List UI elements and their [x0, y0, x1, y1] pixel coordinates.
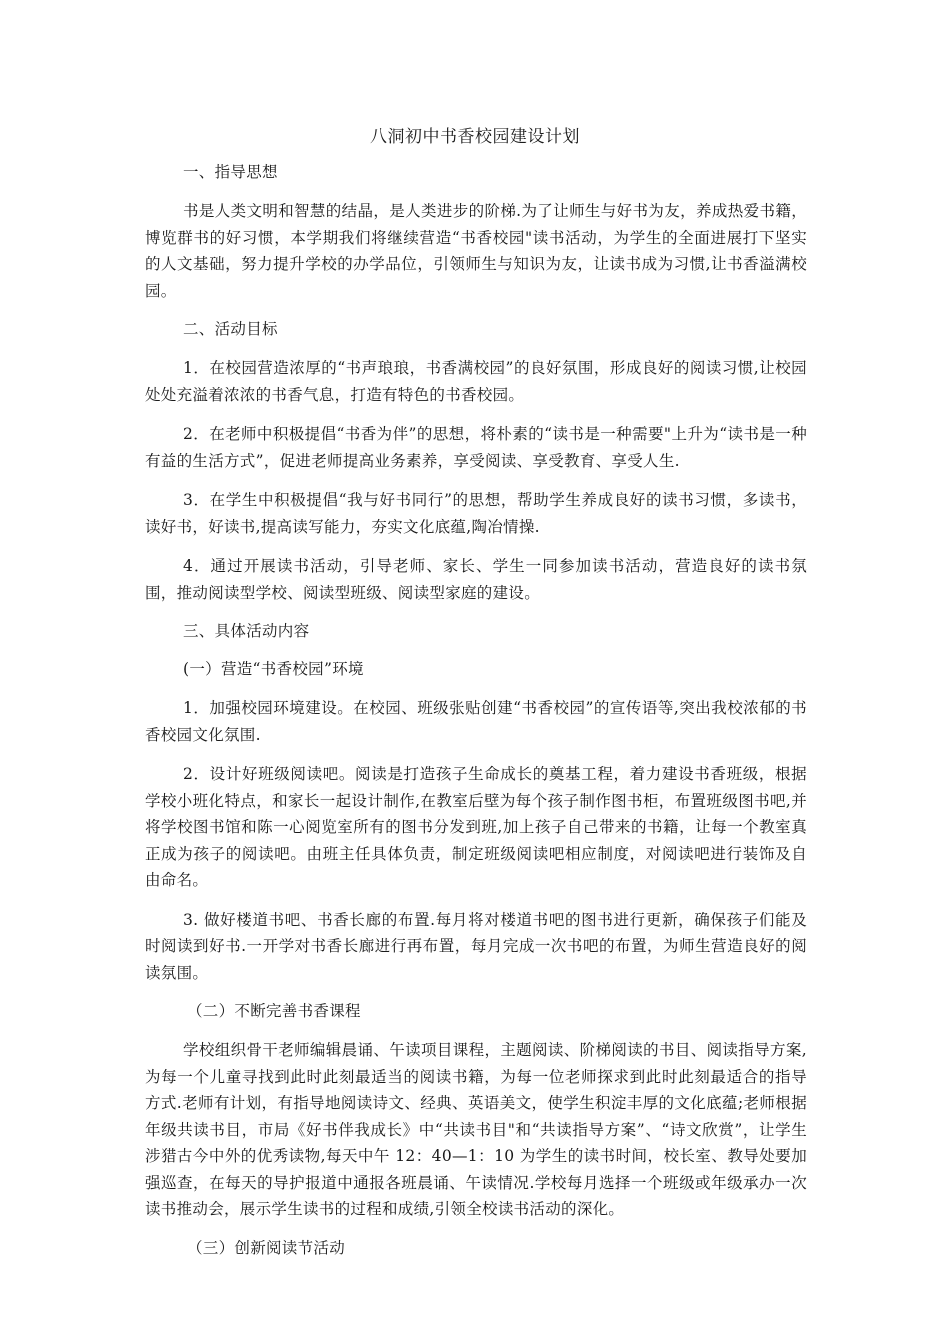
paragraph: 2．设计好班级阅读吧。阅读是打造孩子生命成长的奠基工程，着力建设书香班级，根据学校小班化特点，和家长一起设计制作,在教室后壁为每个孩子制作图书柜，布置班级图书吧,并将学校图书馆和陈一心阅览室所有的图书分发到班,加上孩子自己带来的书籍，让每一个教室真正成为孩子的阅读吧。由班主任具体负责，制定班级阅读吧相应制度，对阅读吧进行装饰及自由命名。 [145, 765, 807, 889]
document-title: 八洞初中书香校园建设计划 [370, 127, 580, 147]
paragraph: 2．在老师中积极提倡“书香为伴”的思想，将朴素的“读书是一种需要"上升为“读书是一种有益的生活方式”，促进老师提高业务素养，享受阅读、享受教育、享受人生. [145, 425, 807, 470]
paragraph: 1．加强校园环境建设。在校园、班级张贴创建“书香校园”的宣传语等,突出我校浓郁的书香校园文化氛围. [145, 699, 807, 744]
paragraph: 书是人类文明和智慧的结晶，是人类进步的阶梯.为了让师生与好书为友，养成热爱书籍，博览群书的好习惯，本学期我们将继续营造“书香校园"读书活动，为学生的全面进展打下坚实的人文基础，努力提升学校的办学品位，引领师生与知识为友，让读书成为习惯,让书香溢满校园。 [145, 202, 807, 300]
document-body [145, 160, 807, 1274]
paragraph: 3．在学生中积极提倡“我与好书同行”的思想，帮助学生养成良好的读书习惯，多读书，读好书，好读书,提高读写能力，夯实文化底蕴,陶冶情操. [145, 491, 807, 536]
paragraph: 4．通过开展读书活动，引导老师、家长、学生一同参加读书活动，营造良好的读书氛围，推动阅读型学校、阅读型班级、阅读型家庭的建设。 [145, 557, 807, 602]
subsection-heading: (一）营造“书香校园”环境 [183, 660, 364, 678]
section-heading: 一、指导思想 [183, 163, 278, 181]
section-heading: 三、具体活动内容 [183, 622, 310, 640]
paragraph: 1．在校园营造浓厚的“书声琅琅，书香满校园”的良好氛围，形成良好的阅读习惯,让校园处处充溢着浓浓的书香气息，打造有特色的书香校园。 [145, 359, 807, 404]
paragraph: 学校组织骨干老师编辑晨诵、午读项目课程，主题阅读、阶梯阅读的书目、阅读指导方案,为每一个儿童寻找到此时此刻最适当的阅读书籍，为每一位老师探求到此时此刻最适合的指导方式.老师有计划，有指导地阅读诗文、经典、英语美文，使学生积淀丰厚的文化底蕴;老师根据年级共读书目，市局《好书伴我成长》中“共读书目"和“共读指导方案”、“诗文欣赏”，让学生涉猎古今中外的优秀读物,每天中午 12：40—1：10 为学生的读书时间，校长室、教导处要加强巡查，在每天的导护报道中通报各班晨诵、午读情况.学校每月选择一个班级或年级承办一次读书推动会，展示学生读书的过程和成绩,引领全校读书活动的深化。 [145, 1041, 807, 1218]
subsection-heading: （二）不断完善书香课程 [187, 1002, 361, 1020]
subsection-heading: （三）创新阅读节活动 [187, 1238, 346, 1257]
section-heading: 二、活动目标 [183, 320, 278, 338]
paragraph: 3. 做好楼道书吧、书香长廊的布置.每月将对楼道书吧的图书进行更新，确保孩子们能及时阅读到好书.一开学对书香长廊进行再布置，每月完成一次书吧的布置，为师生营造良好的阅读氛围。 [145, 910, 807, 982]
